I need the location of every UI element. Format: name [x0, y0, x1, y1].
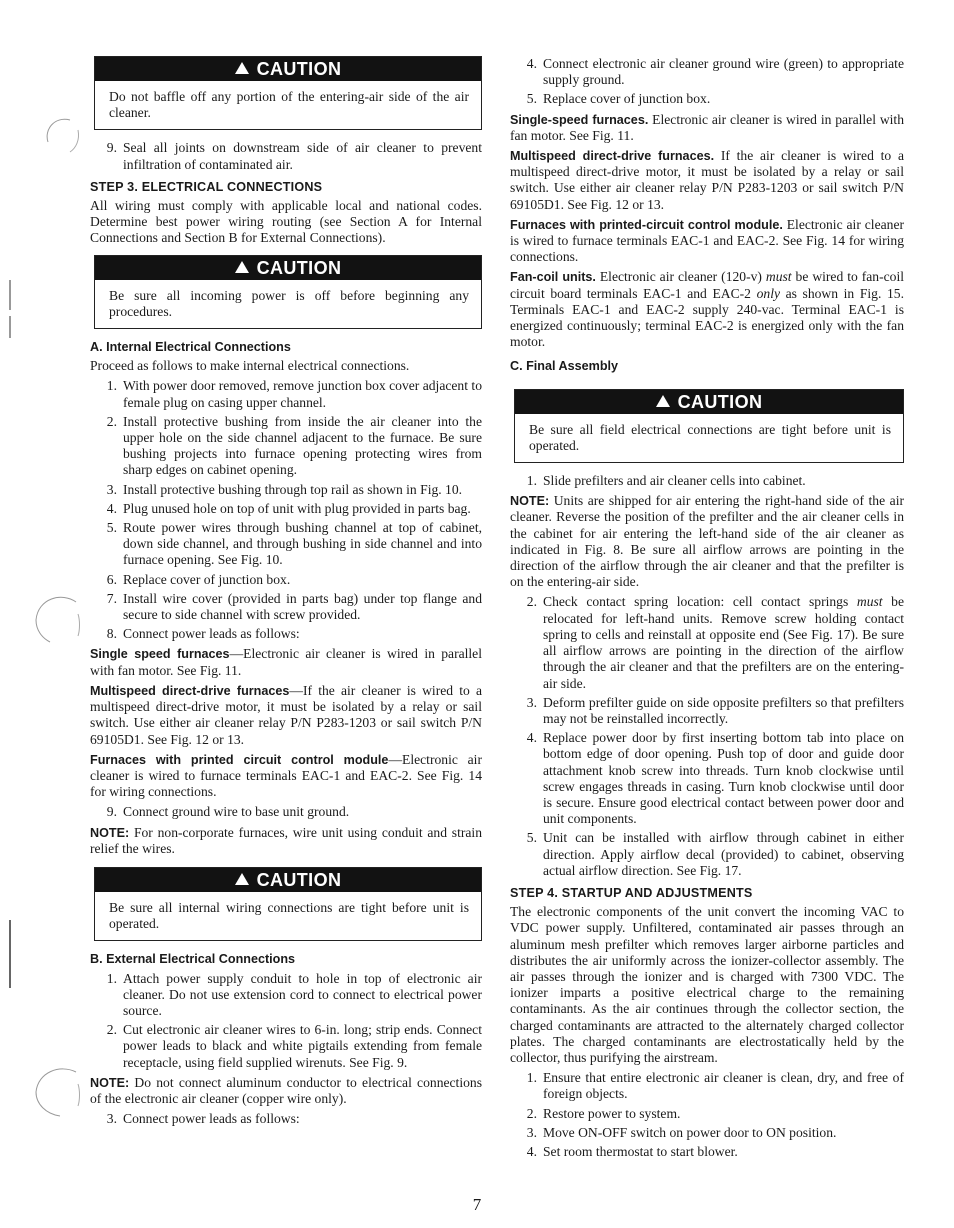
warning-triangle-icon — [235, 62, 249, 74]
punch-hole-mark — [40, 110, 90, 160]
binding-mark — [4, 280, 16, 340]
note-paragraph: NOTE: Units are shipped for air entering the right-hand side of the air cleaner. Reverse the position of the prefilter and the air cleaner cells in the cabinet for air entering the left-hand side of the air cleaner as indicated in Fig. 8. Be sure all airflow arrows are pointing in the direction of the airflow through the air cleaner and that the prefilter is on the entering-air side. — [510, 493, 904, 590]
pcb-paragraph: Furnaces with printed-circuit control module. Electronic air cleaner is wired to furnace terminals EAC-1 and EAC-2. See Fig. 14 for wiring connections. — [510, 216, 904, 265]
note-paragraph: NOTE: Do not connect aluminum conductor to electrical connections of the electronic air cleaner (copper wire only). — [90, 1074, 482, 1106]
section-c-heading: C. Final Assembly — [510, 359, 619, 374]
warning-triangle-icon — [656, 395, 670, 407]
list-item: 1. Ensure that entire electronic air cleaner is clean, dry, and free of foreign objects. — [526, 1070, 904, 1102]
list-item: 1. With power door removed, remove junction box cover adjacent to female plug on casing upper channel. — [106, 378, 482, 410]
step4-list — [510, 1070, 904, 1160]
caution-box — [514, 389, 904, 463]
list-item: 3. Move ON-OFF switch on power door to ON position. — [526, 1124, 837, 1140]
caution-label: CAUTION — [256, 58, 342, 79]
pcb-paragraph: Furnaces with printed circuit control module—Electronic air cleaner is wired to furnace terminals EAC-1 and EAC-2. See Fig. 14 for wiring connections. — [90, 751, 482, 800]
list-item: 5. Replace cover of junction box. — [526, 91, 711, 107]
section-c-list — [510, 594, 904, 878]
list-item: 2. Check contact spring location: cell contact springs must be relocated for left-hand units. Remove screw holding contact spring to cells and reinstall at opposite end (See Fig. 17). Be sure all airflow arrows are pointing in the direction of the airflow through the air cleaner and that the prefilters are on the entering-air side. — [526, 594, 904, 691]
list-item: 1. Attach power supply conduit to hole in top of electronic air cleaner. Do not use extension cord to connect to electrical power source. — [106, 970, 482, 1018]
step3-paragraph: All wiring must comply with applicable local and national codes. Determine best power wiring routing (see Section A for Internal Connections and Section B for External Connections). — [90, 198, 482, 246]
single-speed-paragraph: Single-speed furnaces. Electronic air cleaner is wired in parallel with fan motor. See Fig. 11. — [510, 111, 904, 143]
step-list — [90, 140, 482, 172]
single-speed-paragraph: Single speed furnaces—Electronic air cleaner is wired in parallel with fan motor. See Fig. 11. — [90, 646, 482, 678]
step-list — [90, 1111, 482, 1127]
list-item: 2. Restore power to system. — [526, 1105, 681, 1121]
warning-triangle-icon — [235, 873, 249, 885]
caution-header — [515, 390, 903, 414]
list-item: 4. Replace power door by first inserting bottom tab into place on bottom edge of door opening. Push top of door and guide door attachment knob screw into threads. Turn knob clockwise until screw engages threads in casing. Turn knob clockwise until door is secure. Ensure good electrical contact between power door and unit components. — [526, 730, 904, 827]
list-item: 3. Connect power leads as follows: — [106, 1111, 300, 1127]
list-item: 8. Connect power leads as follows: — [106, 626, 300, 642]
warning-triangle-icon — [235, 261, 249, 273]
right-column — [510, 56, 904, 1164]
page-number: 7 — [472, 1195, 482, 1214]
punch-hole-mark — [28, 1060, 84, 1120]
caution-text: Be sure all incoming power is off before beginning any procedures. — [109, 287, 469, 319]
left-column — [90, 56, 482, 1131]
list-item: 4. Plug unused hole on top of unit with plug provided in parts bag. — [106, 500, 471, 516]
list-item: 4. Set room thermostat to start blower. — [526, 1143, 738, 1159]
multispeed-paragraph: Multispeed direct-drive furnaces. If the air cleaner is wired to a multispeed direct-drive motor, it must be isolated by a relay or sail switch. Use either air cleaner relay P/N P283-1203 or sail switch P/N 69105D1. See Fig. 12 or 13. — [510, 148, 904, 212]
caution-label: CAUTION — [677, 391, 763, 412]
multispeed-paragraph: Multispeed direct-drive furnaces—If the air cleaner is wired to a multispeed direct-drive motor, it must be isolated by a relay or sail switch. Use either air cleaner relay P/N P283-1203 or sail switch P/N 69105D1. See Fig. 12 or 13. — [90, 682, 482, 747]
list-item: 3. Install protective bushing through top rail as shown in Fig. 10. — [106, 481, 463, 497]
step4-paragraph: The electronic components of the unit convert the incoming VAC to VDC power supply. Unfiltered, contaminated air passes through an aluminum mesh prefilter which removes larger airborne particles and distributes the air uniformly across the ionizer-collector assembly. The air passes through the ionizer and is charged with 7300 VDC. The ionizer imparts a positive electrical charge to the remaining contaminants. As the air continues through the collector section, the charged contaminants are attracted to the alternately charged collector plates. The charged contaminants are electrostatically held by the collector, thus purifying the airstream. — [510, 904, 904, 1065]
section-a-list — [90, 378, 482, 642]
section-b-heading: B. External Electrical Connections — [90, 952, 296, 967]
section-a-intro: Proceed as follows to make internal electrical connections. — [90, 358, 410, 374]
step4-heading: STEP 4. STARTUP AND ADJUSTMENTS — [510, 885, 753, 900]
list-item: 2. Install protective bushing from inside the air cleaner into the upper hole on the side channel adjacent to the furnace. Be sure bushing projects into furnace opening protecting wires from sharp edges on cabinet opening. — [106, 413, 482, 478]
list-item: 5. Route power wires through bushing channel at top of cabinet, down side channel, and through bushing in side channel and into furnace opening. See Fig. 10. — [106, 520, 482, 568]
caution-box — [94, 867, 482, 941]
step-list — [510, 473, 904, 489]
caution-box — [94, 255, 482, 329]
caution-text: Do not baffle off any portion of the entering-air side of the air cleaner. — [109, 89, 469, 121]
caution-text: Be sure all internal wiring connections are tight before unit is operated. — [109, 899, 469, 932]
list-item: 9. Seal all joints on downstream side of air cleaner to prevent infiltration of contaminated air. — [106, 140, 482, 172]
list-item: 6. Replace cover of junction box. — [106, 571, 291, 587]
caution-label: CAUTION — [256, 257, 342, 278]
punch-hole-mark — [28, 590, 84, 646]
fan-coil-paragraph: Fan-coil units. Electronic air cleaner (120-v) must be wired to fan-coil circuit board terminals EAC-1 and EAC-2 only as shown in Fig. 15. Terminals EAC-1 and EAC-2 supply 240-vac. Terminal EAC-1 is energized continuously; terminal EAC-2 is energized only with the fan motor. — [510, 269, 905, 350]
list-item: 5. Unit can be installed with airflow through cabinet in either direction. Apply airflow decal (provided) to cabinet, observing actual airflow direction. See Fig. 17. — [526, 830, 904, 878]
list-item: 2. Cut electronic air cleaner wires to 6-in. long; strip ends. Connect power leads to black and white pigtails extending from female receptacle, using field supplied wirenuts. See Fig. 9. — [106, 1022, 482, 1070]
list-item: 1. Slide prefilters and air cleaner cells into cabinet. — [526, 473, 806, 489]
caution-text: Be sure all field electrical connections are tight before unit is operated. — [529, 421, 891, 453]
list-item: 9. Connect ground wire to base unit ground. — [106, 804, 350, 820]
binding-mark — [4, 920, 16, 990]
caution-header — [95, 57, 481, 81]
list-item: 4. Connect electronic air cleaner ground wire (green) to appropriate supply ground. — [526, 56, 904, 88]
caution-label: CAUTION — [256, 869, 342, 890]
step-list — [510, 56, 904, 108]
note-paragraph: NOTE: For non-corporate furnaces, wire unit using conduit and strain relief the wires. — [90, 824, 482, 856]
list-item: 3. Deform prefilter guide on side opposite prefilters so that prefilters may not be reinstalled incorrectly. — [526, 694, 904, 726]
step-list — [90, 804, 482, 820]
list-item: 7. Install wire cover (provided in parts bag) under top flange and secure to side channel with screw provided. — [106, 590, 482, 623]
step3-heading: STEP 3. ELECTRICAL CONNECTIONS — [90, 179, 323, 194]
caution-header — [95, 256, 481, 280]
caution-box — [94, 56, 482, 130]
caution-header — [95, 868, 481, 892]
section-b-list — [90, 971, 482, 1071]
section-a-heading: A. Internal Electrical Connections — [90, 340, 291, 355]
